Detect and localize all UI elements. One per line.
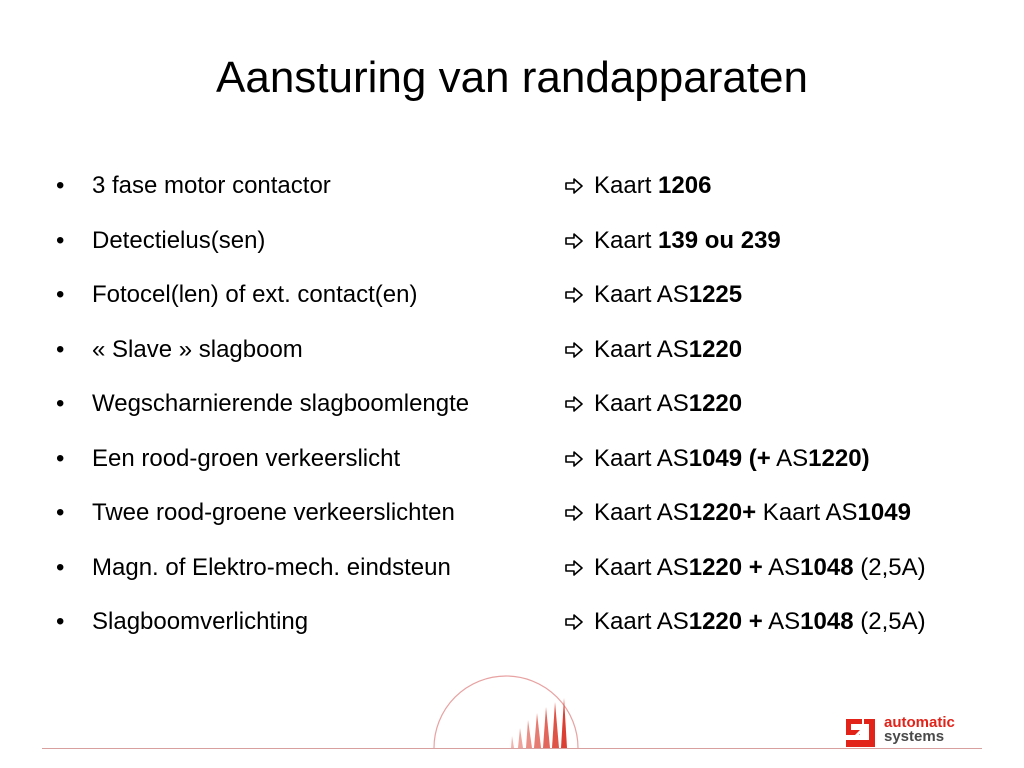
item-label: Wegscharnierende slagboomlengte xyxy=(92,390,470,417)
card-text-segment: 1048 xyxy=(800,554,854,581)
company-logo xyxy=(842,716,982,750)
bullet-icon: • xyxy=(56,390,65,417)
card-text-segment: AS xyxy=(770,445,809,472)
item-label: Een rood-groen verkeerslicht xyxy=(92,445,401,472)
item-label: Slagboomverlichting xyxy=(92,608,309,635)
card-text-segment: Kaart xyxy=(594,172,659,199)
card-text-segment: 1225 xyxy=(688,281,743,308)
card-text-segment: Kaart AS xyxy=(756,499,858,526)
card-text-segment: AS xyxy=(762,554,801,581)
card-text-segment: (2,5A) xyxy=(853,608,926,635)
card-text-segment: AS xyxy=(762,608,801,635)
card-text-segment: 1206 xyxy=(658,172,712,199)
card-text-segment: 139 ou 239 xyxy=(658,227,781,254)
card-text-segment: Kaart AS xyxy=(594,499,689,526)
card-text-segment: Kaart AS xyxy=(594,281,689,308)
card-text-segment: (2,5A) xyxy=(853,554,926,581)
item-label: Detectielus(sen) xyxy=(92,227,266,254)
card-text-segment: Kaart AS xyxy=(594,336,689,363)
card-text-segment: Kaart AS xyxy=(594,608,689,635)
item-label: 3 fase motor contactor xyxy=(92,172,331,199)
item-label: Fotocel(len) of ext. contact(en) xyxy=(92,281,418,308)
card-text-segment: Kaart AS xyxy=(594,390,689,417)
bullet-icon: • xyxy=(56,227,65,254)
bullet-icon: • xyxy=(56,554,65,581)
card-text-segment: 1220+ xyxy=(688,499,757,526)
logo-wordmark xyxy=(884,716,955,744)
item-label: « Slave » slagboom xyxy=(92,336,303,363)
item-label: Twee rood-groene verkeerslichten xyxy=(92,499,455,526)
logo-text-systems: systems xyxy=(884,728,945,745)
card-text-segment: 1220 xyxy=(688,390,743,417)
card-text-segment: Kaart AS xyxy=(594,445,689,472)
card-text-segment: 1049 xyxy=(857,499,911,526)
rising-bars-icon xyxy=(511,698,567,748)
card-text-segment: 1220 xyxy=(688,336,743,363)
slide-title: Aansturing van randapparaten xyxy=(216,53,808,102)
bullet-icon: • xyxy=(56,445,65,472)
bullet-icon: • xyxy=(56,608,65,635)
card-text-segment: 1049 (+ xyxy=(688,445,771,472)
bullet-icon: • xyxy=(56,172,65,199)
card-text-segment: 1220 + xyxy=(688,554,763,581)
item-label: Magn. of Elektro-mech. eindsteun xyxy=(92,554,451,581)
card-text-segment: Kaart xyxy=(594,227,659,254)
card-text-segment: 1048 xyxy=(800,608,854,635)
card-text-segment: Kaart AS xyxy=(594,554,689,581)
card-text-segment: 1220 + xyxy=(688,608,763,635)
card-text-segment: 1220) xyxy=(808,445,870,472)
automatic-systems-logo-icon xyxy=(842,716,878,750)
footer-divider xyxy=(42,748,982,749)
logo-text-automatic: automatic xyxy=(884,714,955,731)
bullet-icon: • xyxy=(56,336,65,363)
bullet-icon: • xyxy=(56,499,65,526)
bullet-icon: • xyxy=(56,281,65,308)
